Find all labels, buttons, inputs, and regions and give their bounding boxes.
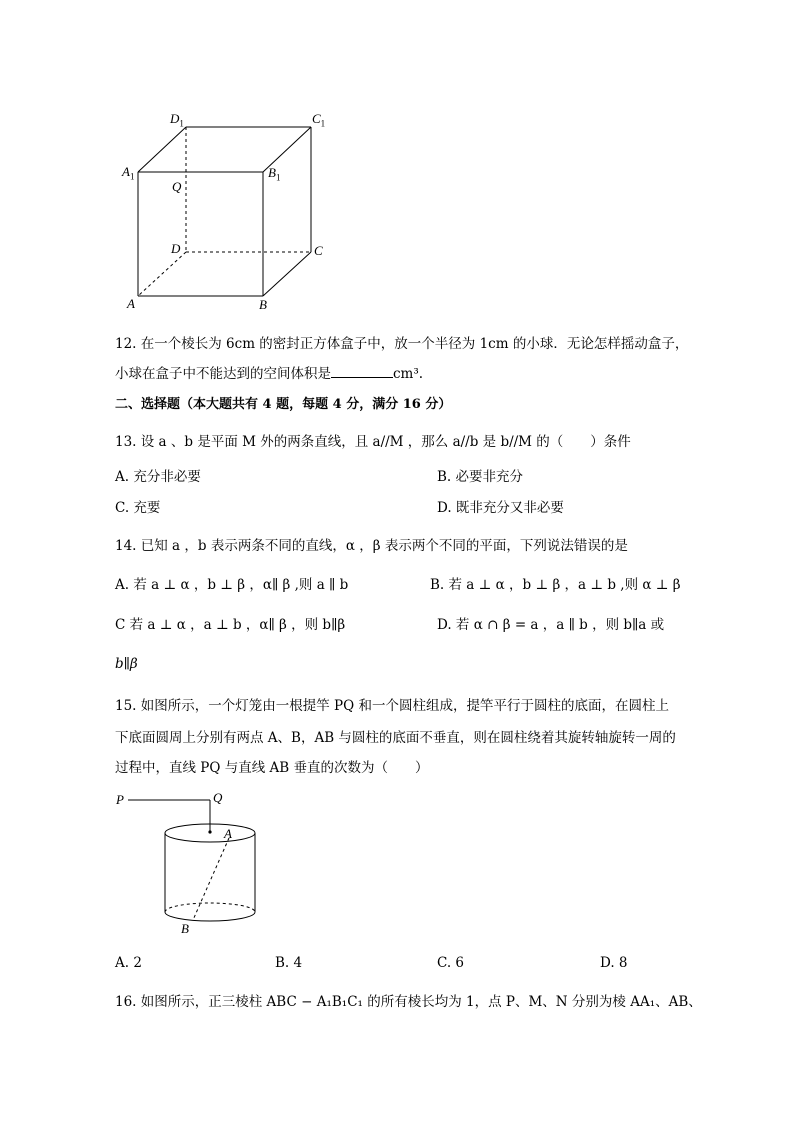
q14-option-c: C 若 a ⊥ α ，a ⊥ b ，α∥ β ，则 b∥β — [115, 617, 346, 633]
cube-label-c: C — [314, 243, 323, 258]
q13-option-d: D. 既非充分又非必要 — [437, 500, 564, 516]
q15-line1: 15. 如图所示，一个灯笼由一根提竿 PQ 和一个圆柱组成，提竿平行于圆柱的底面，在圆柱上 — [115, 698, 669, 714]
q14-option-d-continued: b∥β — [115, 656, 138, 672]
q12-line1: 12. 在一个棱长为 6cm 的密封正方体盒子中，放一个半径为 1cm 的小球．无论怎样摇动盒子， — [115, 336, 689, 352]
q16-line1: 16. 如图所示，正三棱柱 ABC − A₁B₁C₁ 的所有棱长均为 1，点 P、M、N 分别为棱 AA₁、AB、 — [115, 994, 702, 1010]
q13-option-a: A. 充分非必要 — [115, 469, 201, 485]
cube-label-d1: $D_1$ — [170, 111, 184, 129]
q15-option-b: B. 4 — [275, 955, 303, 971]
q13-stem: 13. 设 a 、b 是平面 M 外的两条直线，且 a//M ，那么 a//b 是 b//M 的（ ）条件 — [115, 434, 631, 450]
q13-option-c: C. 充要 — [115, 500, 161, 516]
lantern-label-p: P — [116, 792, 124, 807]
cube-label-q: Q — [172, 179, 182, 194]
q12-line2-text: 小球在盒子中不能达到的空间体积是 — [115, 366, 331, 382]
cube-label-a: A — [127, 296, 135, 311]
q15-option-c: C. 6 — [437, 955, 465, 971]
q15-line2: 下底面圆周上分别有两点 A、B，AB 与圆柱的底面不垂直，则在圆柱绕着其旋转轴旋转一周的 — [115, 730, 676, 746]
q15-option-d: D. 8 — [600, 955, 628, 971]
cube-label-c1: $C_1$ — [312, 111, 326, 129]
q14-option-b: B. 若 a ⊥ α ，b ⊥ β ，a ⊥ b ,则 α ⊥ β — [430, 577, 681, 593]
q14-option-d: D. 若 α ∩ β = a ，a ∥ b ，则 b∥a 或 — [437, 617, 665, 633]
lantern-label-a: A — [224, 826, 232, 841]
cube-label-b1: $B_1$ — [268, 165, 281, 183]
lantern-label-b: B — [181, 921, 189, 936]
cube-label-a1: $A_1$ — [122, 164, 135, 182]
q15-line3: 过程中，直线 PQ 与直线 AB 垂直的次数为（ ） — [115, 760, 429, 776]
q15-option-a: A. 2 — [115, 955, 142, 971]
cube-label-d: D — [171, 241, 181, 256]
lantern-label-q: Q — [213, 790, 223, 805]
q14-stem: 14. 已知 a ，b 表示两条不同的直线，α ，β 表示两个不同的平面，下列说法错误的是 — [115, 538, 628, 554]
q12-unit: cm³. — [393, 366, 424, 382]
q13-option-b: B. 必要非充分 — [437, 469, 524, 485]
cube-label-b: B — [259, 297, 267, 312]
section-2-title: 二、选择题（本大题共有 4 题，每题 4 分，满分 16 分） — [115, 397, 452, 412]
q14-option-a: A. 若 a ⊥ α ，b ⊥ β ，α∥ β ,则 a ∥ b — [115, 577, 349, 593]
